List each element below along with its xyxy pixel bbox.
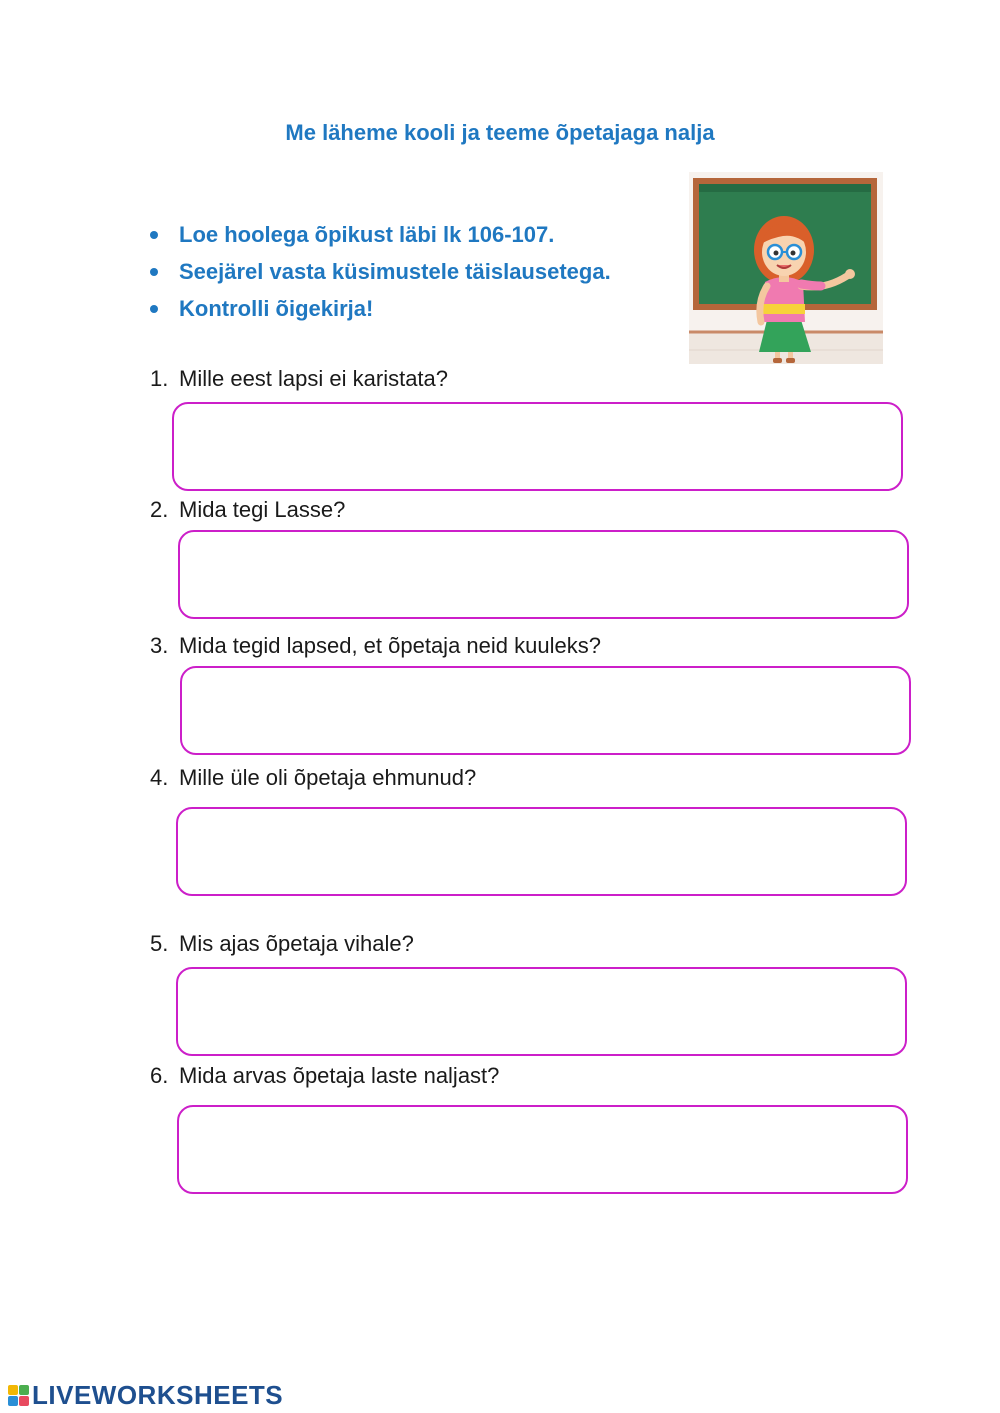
brand-name: LIVEWORKSHEETS — [32, 1379, 284, 1410]
question-2 — [150, 496, 345, 524]
question-text: Mida arvas õpetaja laste naljast? — [179, 1063, 500, 1088]
instruction-text: Kontrolli õigekirja! — [179, 296, 374, 321]
answer-field-6[interactable] — [177, 1105, 908, 1194]
answer-field-4[interactable] — [176, 807, 907, 896]
instruction-item — [150, 255, 611, 292]
question-text: Mida tegid lapsed, et õpetaja neid kuuleks? — [179, 633, 601, 658]
question-number: 3. — [150, 633, 169, 658]
answer-field-5[interactable] — [176, 967, 907, 1056]
question-text: Mis ajas õpetaja vihale? — [179, 931, 414, 956]
question-6 — [150, 1062, 499, 1090]
question-number: 4. — [150, 765, 169, 790]
teacher-chalkboard-illustration — [689, 172, 883, 364]
question-5 — [150, 930, 414, 958]
question-number: 6. — [150, 1063, 169, 1088]
bullet-icon — [150, 305, 158, 313]
question-4 — [150, 764, 476, 792]
instruction-text: Seejärel vasta küsimustele täislausetega. — [179, 259, 611, 284]
question-3 — [150, 632, 601, 660]
question-1 — [150, 365, 448, 393]
instruction-text: Loe hoolega õpikust läbi lk 106-107. — [179, 222, 555, 247]
instructions-list — [150, 218, 611, 329]
answer-field-1[interactable] — [172, 402, 903, 491]
answer-field-2[interactable] — [178, 530, 909, 619]
bullet-icon — [150, 268, 158, 276]
liveworksheets-logo-icon — [8, 1385, 29, 1406]
liveworksheets-logo — [8, 1381, 283, 1409]
instruction-item — [150, 218, 611, 255]
question-number: 1. — [150, 366, 169, 391]
question-text: Mille eest lapsi ei karistata? — [179, 366, 449, 391]
answer-field-3[interactable] — [180, 666, 911, 755]
question-number: 2. — [150, 497, 169, 522]
worksheet-title: Me läheme kooli ja teeme õpetajaga nalja — [285, 120, 715, 145]
question-text: Mille üle oli õpetaja ehmunud? — [179, 765, 477, 790]
question-text: Mida tegi Lasse? — [179, 497, 346, 522]
bullet-icon — [150, 231, 158, 239]
instruction-item — [150, 292, 611, 329]
question-number: 5. — [150, 931, 169, 956]
